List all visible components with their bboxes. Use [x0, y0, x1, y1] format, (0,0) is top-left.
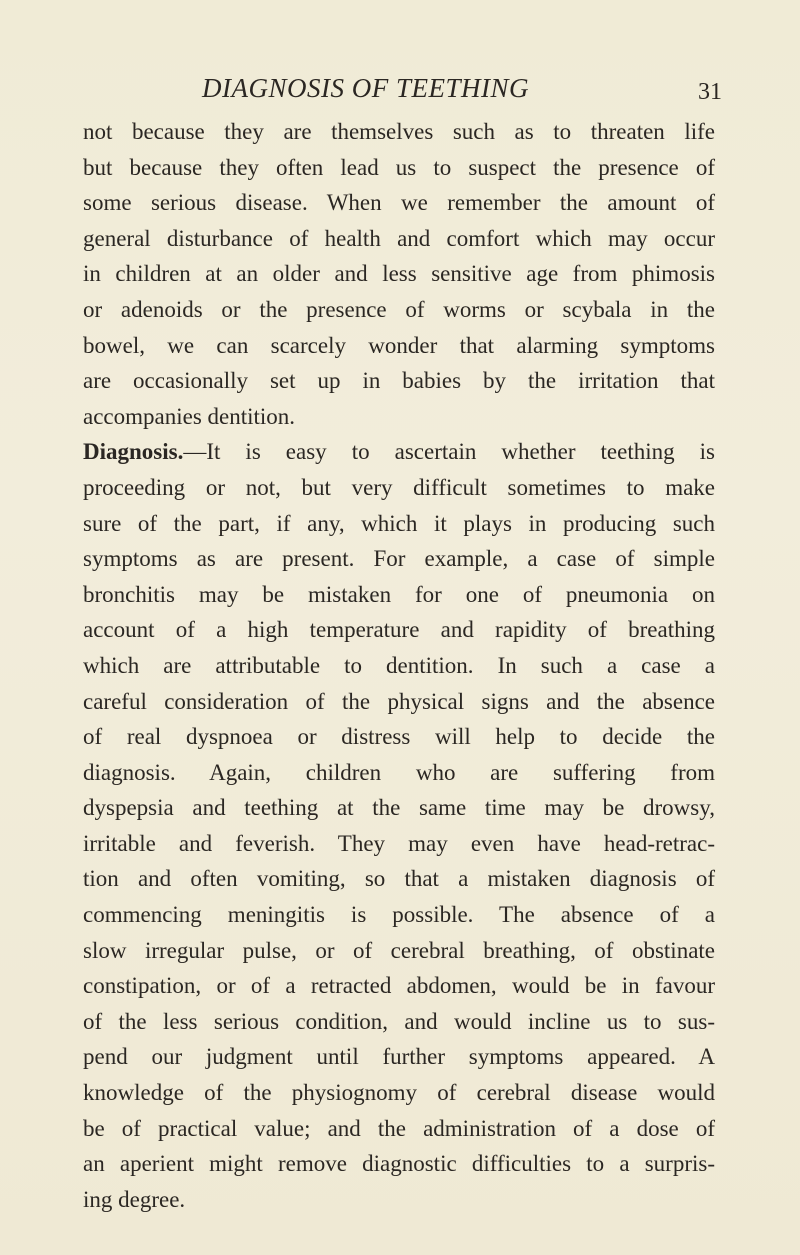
text-line: be of practical value; and the administration of a dose of	[83, 1115, 715, 1141]
text-line: an aperient might remove diagnostic difficulties to a surpris-	[83, 1151, 715, 1177]
text-line: sure of the part, if any, which it plays in producing such	[83, 510, 715, 536]
text-line: bowel, we can scarcely wonder that alarming symptoms	[83, 332, 715, 358]
text-line: pend our judgment until further symptoms appeared. A	[83, 1044, 715, 1070]
text-line: ing degree.	[83, 1186, 186, 1212]
text-line: which are attributable to dentition. In such a case a	[83, 652, 715, 678]
text-line: accompanies dentition.	[83, 403, 296, 429]
text-line: of the less serious condition, and would incline us to sus-	[83, 1008, 715, 1034]
text-line: general disturbance of health and comfort which may occur	[83, 225, 715, 251]
text-line: dyspepsia and teething at the same time may be drowsy,	[83, 795, 715, 821]
text-line: constipation, or of a retracted abdomen, would be in favour	[83, 973, 715, 999]
text-line: in children at an older and less sensitive age from phimosis	[83, 261, 715, 287]
text-line-with-heading	[83, 434, 715, 470]
text-line: not because they are themselves such as to threaten life	[83, 119, 715, 144]
section-heading: Diagnosis.	[83, 439, 184, 465]
text-line: of real dyspnoea or distress will help to decide the	[83, 724, 715, 750]
text-line: symptoms as are present. For example, a case of simple	[83, 546, 715, 572]
text-line: careful consideration of the physical signs and the absence	[83, 688, 715, 714]
text-line: commencing meningitis is possible. The absence of a	[83, 902, 715, 928]
text-line: diagnosis. Again, children who are suffering from	[83, 759, 715, 785]
running-head-title: DIAGNOSIS OF TEETHING	[202, 73, 529, 103]
page-number: 31	[698, 79, 722, 105]
text-line: account of a high temperature and rapidity of breathing	[83, 617, 715, 643]
text-line-rest: —It is easy to ascertain whether teething is	[183, 439, 715, 465]
text-line: tion and often vomiting, so that a mistaken diagnosis of	[83, 866, 715, 892]
text-line: or adenoids or the presence of worms or scybala in the	[83, 296, 715, 322]
text-line: slow irregular pulse, or of cerebral breathing, of obstinate	[83, 937, 715, 963]
body-text	[83, 114, 715, 1217]
text-line: some serious disease. When we remember the amount of	[83, 190, 715, 216]
text-line: irritable and feverish. They may even have head-retrac-	[83, 830, 715, 856]
running-head	[82, 68, 722, 108]
text-line: are occasionally set up in babies by the irritation that	[83, 368, 715, 394]
text-line: but because they often lead us to suspect the presence of	[83, 154, 715, 180]
text-line: bronchitis may be mistaken for one of pneumonia on	[83, 581, 715, 607]
text-line: knowledge of the physiognomy of cerebral disease would	[83, 1080, 715, 1106]
text-line: proceeding or not, but very difficult sometimes to make	[83, 474, 715, 500]
